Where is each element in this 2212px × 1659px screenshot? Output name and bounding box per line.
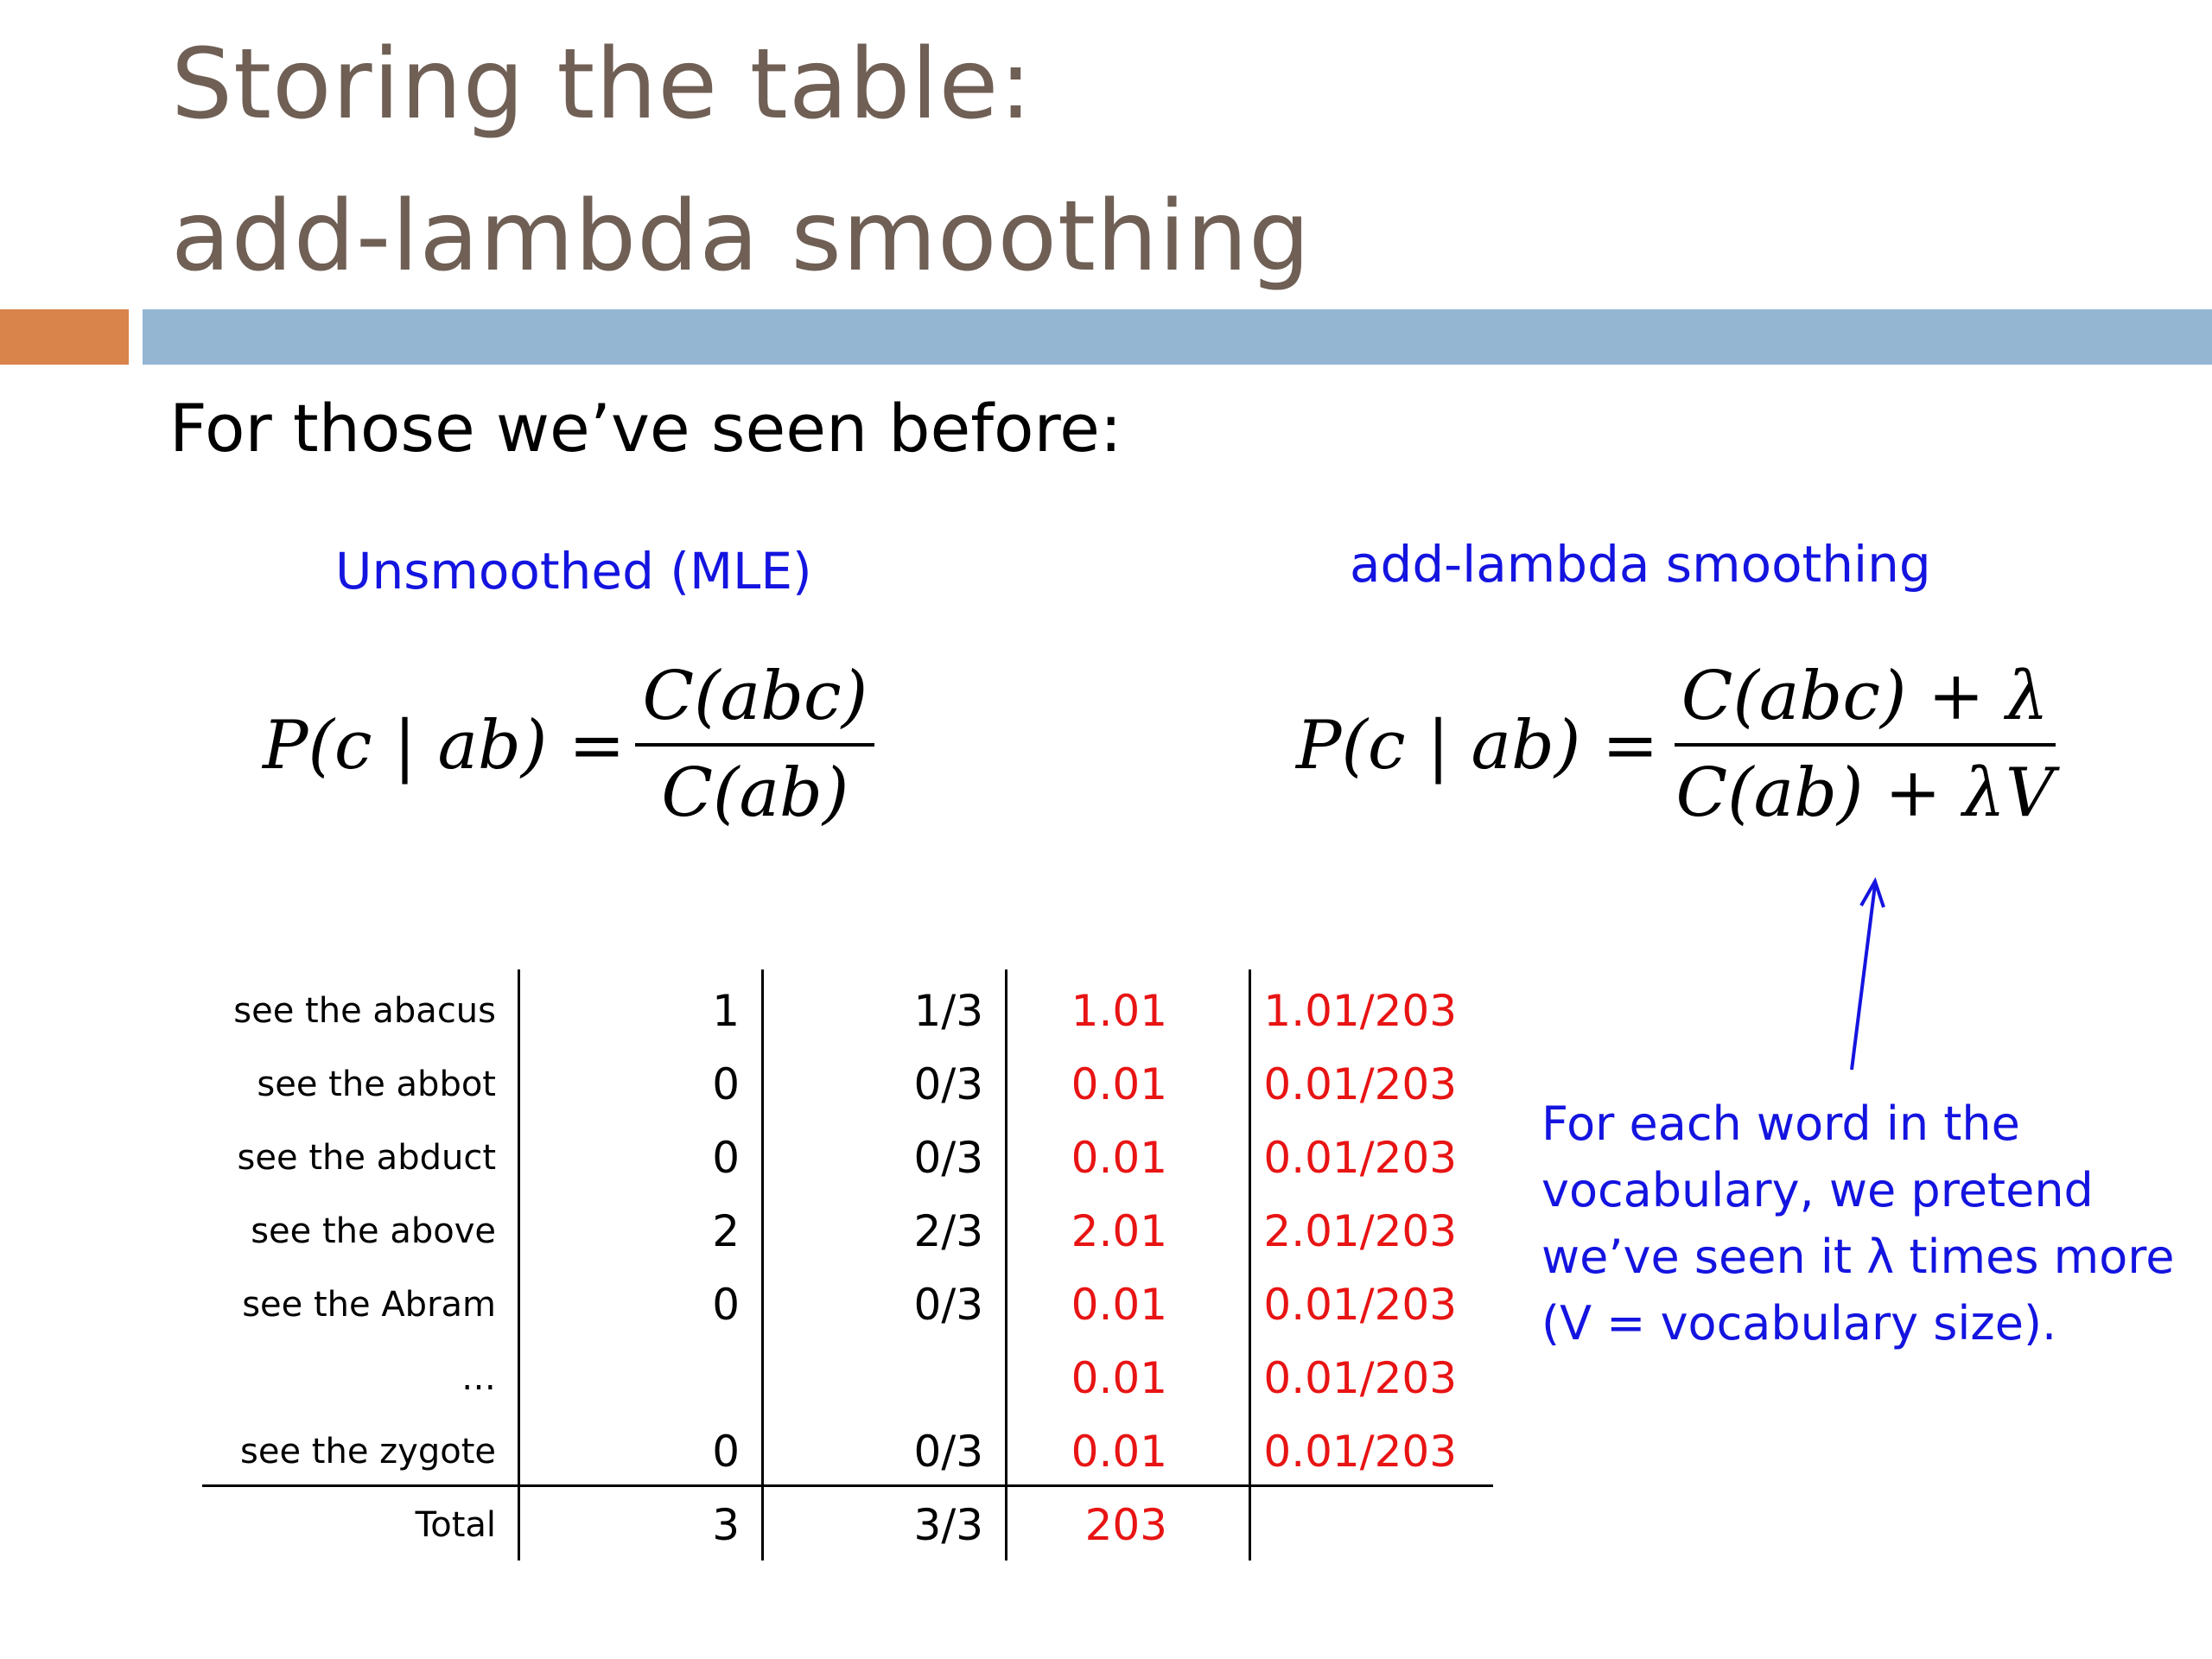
table-row-label: see the above	[251, 1211, 496, 1251]
add-lambda-heading: add-lambda smoothing	[1350, 535, 1931, 594]
add-lambda-formula-lhs: P(c | ab) =	[1296, 706, 1659, 785]
table-row-label: see the abacus	[233, 991, 496, 1031]
slide-subtitle: For those we’ve seen before:	[169, 390, 1122, 467]
table-cell-mle: 3/3	[913, 1500, 983, 1550]
table-cell-count: 0	[712, 1280, 740, 1330]
table-cell-smoothed-prob: 0.01/203	[1263, 1133, 1457, 1183]
mle-heading: Unsmoothed (MLE)	[335, 542, 812, 601]
table-cell-smoothed-prob: 0.01/203	[1263, 1427, 1457, 1477]
mle-formula-numerator: C(abc)	[635, 657, 874, 747]
mle-formula-denominator: C(ab)	[661, 753, 849, 832]
table-row-label: see the zygote	[240, 1432, 496, 1471]
table-divider-1	[518, 969, 520, 1560]
table-cell-mle: 1/3	[913, 986, 983, 1036]
mle-formula	[263, 657, 874, 834]
table-cell-mle: 0/3	[913, 1427, 983, 1477]
add-lambda-formula-fraction	[1669, 657, 2061, 834]
table-cell-smoothed-prob: 0.01/203	[1263, 1353, 1457, 1403]
table-cell-smoothed-count: 203	[1084, 1500, 1167, 1550]
table-cell-count: 0	[712, 1059, 740, 1109]
arrow-up-icon	[1832, 873, 1901, 1089]
table-cell-smoothed-count: 0.01	[1071, 1427, 1167, 1477]
slide-title-line2: add-lambda smoothing	[171, 181, 1312, 293]
table-cell-count: 1	[712, 986, 740, 1036]
table-cell-smoothed-count: 2.01	[1071, 1206, 1167, 1256]
table-row-label: …	[461, 1358, 496, 1398]
table-divider-2	[761, 969, 764, 1560]
note-line-4: (V = vocabulary size).	[1541, 1296, 2057, 1351]
note-line-3: we’ve seen it λ times more	[1541, 1230, 2175, 1284]
table-cell-count: 0	[712, 1427, 740, 1477]
table-divider-3	[1005, 969, 1007, 1560]
table-cell-mle: 0/3	[913, 1133, 983, 1183]
table-cell-smoothed-count: 0.01	[1071, 1133, 1167, 1183]
table-cell-count: 3	[712, 1500, 740, 1550]
table-row-label: see the abduct	[237, 1138, 496, 1178]
table-cell-count: 0	[712, 1133, 740, 1183]
add-lambda-formula-numerator: C(abc) + λ	[1675, 657, 2056, 747]
slide-title-line1: Storing the table:	[171, 29, 1033, 141]
table-cell-mle: 2/3	[913, 1206, 983, 1256]
table-row-label: see the abbot	[257, 1065, 496, 1104]
mle-formula-fraction	[635, 657, 874, 834]
title-accent-bar-orange	[0, 309, 129, 365]
table-cell-smoothed-count: 0.01	[1071, 1059, 1167, 1109]
table-cell-smoothed-count: 0.01	[1071, 1280, 1167, 1330]
table-cell-smoothed-count: 1.01	[1071, 986, 1167, 1036]
note-line-1: For each word in the	[1541, 1096, 2020, 1151]
table-cell-smoothed-prob: 2.01/203	[1263, 1206, 1457, 1256]
title-accent-bar-blue	[143, 309, 2212, 365]
add-lambda-formula	[1296, 657, 2061, 834]
note-line-2: vocabulary, we pretend	[1541, 1163, 2094, 1217]
table-cell-smoothed-prob: 1.01/203	[1263, 986, 1457, 1036]
add-lambda-formula-denominator: C(ab) + λV	[1675, 753, 2055, 832]
table-cell-smoothed-count: 0.01	[1071, 1353, 1167, 1403]
table-row-label: see the Abram	[242, 1285, 496, 1325]
table-cell-smoothed-prob: 0.01/203	[1263, 1059, 1457, 1109]
table-cell-count: 2	[712, 1206, 740, 1256]
mle-formula-lhs: P(c | ab) =	[263, 706, 626, 785]
vocabulary-note	[1541, 1090, 2175, 1357]
table-cell-smoothed-prob: 0.01/203	[1263, 1280, 1457, 1330]
table-row-label: Total	[415, 1505, 496, 1545]
table-divider-4	[1249, 969, 1251, 1560]
table-cell-mle: 0/3	[913, 1059, 983, 1109]
table-total-rule	[202, 1484, 1493, 1487]
table-cell-mle: 0/3	[913, 1280, 983, 1330]
